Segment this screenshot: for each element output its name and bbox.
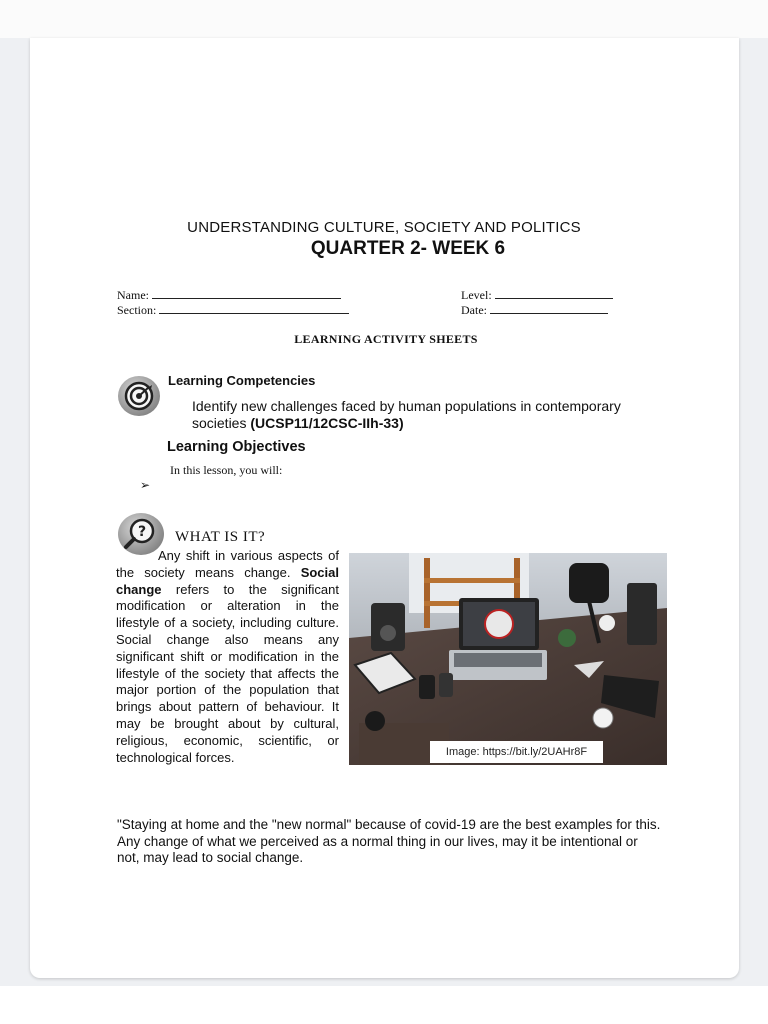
svg-text:?: ? bbox=[137, 524, 147, 540]
competencies-description: Identify new challenges faced by human populations in contemporary societies bbox=[192, 398, 621, 431]
name-field bbox=[117, 288, 341, 303]
level-field bbox=[461, 288, 613, 303]
section-label: Section: bbox=[117, 303, 157, 317]
competency-code: (UCSP11/12CSC-IIh-33) bbox=[250, 415, 404, 431]
what-is-it-lead: Any shift in various aspects of the society means change. bbox=[116, 548, 339, 580]
date-label: Date: bbox=[461, 303, 487, 317]
image-caption: Image: https://bit.ly/2UAHr8F bbox=[430, 741, 603, 763]
name-label: Name: bbox=[117, 288, 149, 302]
quarter-title: QUARTER 2- WEEK 6 bbox=[310, 238, 506, 259]
objectives-title: Learning Objectives bbox=[167, 439, 306, 455]
social-change-term: Social change bbox=[116, 564, 339, 597]
covid-example-paragraph: "Staying at home and the "new normal" because of covid-19 are the best examples for this. Any change of what we perceived as a normal thing in our lives, may it be intentional or not, may lead to social change. bbox=[117, 817, 661, 865]
competencies-title: Learning Competencies bbox=[168, 373, 316, 388]
what-is-it-body: refers to the significant modification or alteration in the lifestyle of a society, including culture. Social change also means any significant shift or modification in the lifestyle of the society that affects the major portion of the population that brings about pattern of behaviour. It may be brought about by cultural, religious, economic, scientific, or technological forces. bbox=[116, 581, 339, 765]
viewer-top-bar bbox=[0, 0, 768, 38]
what-is-it-title: WHAT IS IT? bbox=[175, 529, 266, 545]
workspace-photo bbox=[349, 553, 667, 765]
level-label: Level: bbox=[461, 288, 492, 302]
viewer-bottom-bar bbox=[0, 986, 768, 1024]
date-field bbox=[461, 303, 608, 318]
section-line bbox=[159, 303, 349, 314]
section-field bbox=[117, 303, 349, 318]
target-icon bbox=[118, 376, 160, 416]
date-line bbox=[490, 303, 608, 314]
sheet-title: LEARNING ACTIVITY SHEETS bbox=[294, 332, 478, 346]
competencies-text bbox=[192, 398, 652, 432]
what-is-it-paragraph bbox=[116, 548, 339, 766]
objective-bullet: ➢ bbox=[140, 478, 151, 492]
name-line bbox=[152, 288, 341, 299]
level-line bbox=[495, 288, 613, 299]
objectives-intro: In this lesson, you will: bbox=[170, 463, 283, 477]
subject-title: UNDERSTANDING CULTURE, SOCIETY AND POLITICS bbox=[187, 219, 581, 236]
